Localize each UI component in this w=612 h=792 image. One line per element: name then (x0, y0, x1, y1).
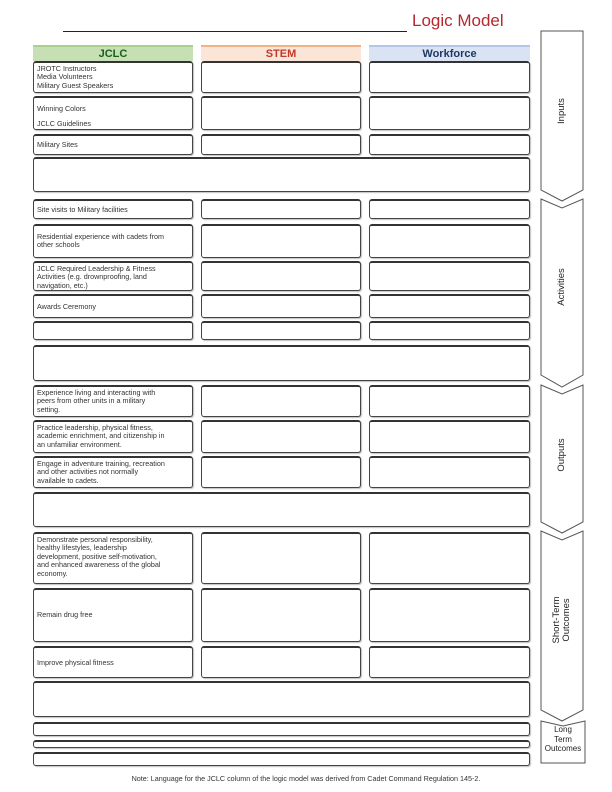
outputs-label: Outputs (556, 438, 567, 472)
cell-text: and other activities not normally (37, 467, 139, 477)
column-header-jclc (33, 45, 193, 61)
short-term-label (552, 576, 572, 664)
short-term-label-line1: Short-Term (551, 596, 562, 644)
cell-text: Military Sites (37, 140, 78, 149)
long-term-bar-1[interactable] (33, 722, 530, 736)
page-title: Logic Model (412, 11, 504, 30)
long-term-label-line2: Term (554, 734, 572, 744)
inputs-chevron (540, 30, 584, 202)
cell-text: navigation, etc.) (37, 280, 88, 290)
short-term-chevron (540, 530, 584, 722)
inputs-jclc-cell-3 (33, 134, 193, 155)
short-term-jclc-cell-2 (33, 588, 193, 642)
long-term-box (540, 720, 586, 764)
inputs-label: Inputs (556, 98, 567, 124)
cell-text: academic enrichment, and citizenship in (37, 431, 165, 441)
inputs-stem-cell-2[interactable] (201, 96, 361, 130)
activities-workforce-cell-5[interactable] (369, 321, 530, 340)
cell-text: JROTC Instructors (37, 64, 97, 73)
inputs-stem-cell-3[interactable] (201, 134, 361, 155)
column-header-jclc-label: JCLC (98, 48, 128, 60)
inputs-workforce-cell-3[interactable] (369, 134, 530, 155)
activities-stem-cell-2[interactable] (201, 224, 361, 258)
cell-text: Site visits to Military facilities (37, 205, 128, 214)
cell-text: development, positive self-motivation, (37, 551, 157, 561)
outputs-jclc-cell-2 (33, 420, 193, 453)
inputs-workforce-cell-2[interactable] (369, 96, 530, 130)
cell-text: Demonstrate personal responsibility, (37, 535, 153, 544)
long-term-bar-2[interactable] (33, 740, 530, 748)
cell-text: Remain drug free (37, 610, 93, 619)
outputs-workforce-cell-1[interactable] (369, 385, 530, 417)
activities-jclc-cell-1 (33, 199, 193, 219)
cell-text: Winning Colors (37, 104, 86, 113)
activities-chevron (540, 198, 584, 388)
inputs-jclc-cell-1 (33, 61, 193, 93)
cell-text: economy. (37, 568, 68, 578)
activities-stem-cell-5[interactable] (201, 321, 361, 340)
short-term-wide-box[interactable] (33, 681, 530, 717)
outputs-chevron (540, 384, 584, 534)
column-header-workforce (369, 45, 530, 61)
cell-text: Engage in adventure training, recreation (37, 459, 165, 468)
column-header-workforce-label: Workforce (422, 48, 477, 60)
cell-text: Experience living and interacting with (37, 388, 156, 397)
short-term-jclc-cell-3 (33, 646, 193, 678)
activities-workforce-cell-2[interactable] (369, 224, 530, 258)
outputs-stem-cell-2[interactable] (201, 420, 361, 453)
activities-stem-cell-3[interactable] (201, 261, 361, 291)
outputs-jclc-cell-3 (33, 456, 193, 488)
cell-text: available to cadets. (37, 475, 99, 485)
activities-jclc-cell-4 (33, 294, 193, 318)
cell-text: and enhanced awareness of the global (37, 560, 161, 570)
activities-jclc-cell-2 (33, 224, 193, 258)
footer-note: Note: Language for the JCLC column of the logic model was derived from Cadet Command Regulation 145-2. (131, 774, 481, 783)
long-term-label-line3: Outcomes (544, 744, 582, 753)
short-term-workforce-cell-2[interactable] (369, 588, 530, 642)
cell-text: peers from other units in a military (37, 396, 146, 406)
short-term-workforce-cell-1[interactable] (369, 532, 530, 584)
inputs-stem-cell-1[interactable] (201, 61, 361, 93)
short-term-stem-cell-1[interactable] (201, 532, 361, 584)
title-blank-line (63, 14, 407, 32)
short-term-workforce-cell-3[interactable] (369, 646, 530, 678)
long-term-bar-3[interactable] (33, 752, 530, 766)
column-header-stem (201, 45, 361, 61)
cell-text: Media Volunteers (37, 72, 93, 82)
inputs-jclc-cell-2 (33, 96, 193, 130)
activities-workforce-cell-3[interactable] (369, 261, 530, 291)
activities-jclc-cell-3 (33, 261, 193, 291)
activities-jclc-cell-5[interactable] (33, 321, 193, 340)
cell-text: Practice leadership, physical fitness, (37, 423, 153, 432)
short-term-stem-cell-3[interactable] (201, 646, 361, 678)
activities-workforce-cell-1[interactable] (369, 199, 530, 219)
activities-wide-box[interactable] (33, 345, 530, 381)
column-header-stem-label: STEM (265, 48, 297, 60)
short-term-stem-cell-2[interactable] (201, 588, 361, 642)
outputs-stem-cell-1[interactable] (201, 385, 361, 417)
outputs-wide-box[interactable] (33, 492, 530, 527)
cell-text: JCLC Guidelines (37, 119, 91, 129)
short-term-jclc-cell-1 (33, 532, 193, 584)
inputs-wide-box[interactable] (33, 157, 530, 192)
cell-text: other schools (37, 240, 80, 250)
activities-stem-cell-1[interactable] (201, 199, 361, 219)
cell-text: Improve physical fitness (37, 658, 114, 667)
cell-text: setting. (37, 404, 61, 414)
cell-text: Residential experience with cadets from (37, 232, 165, 241)
long-term-label (540, 725, 586, 754)
activities-label: Activities (556, 268, 567, 306)
short-term-label-line2: Outcomes (561, 598, 572, 642)
cell-text: healthy lifestyles, leadership (37, 543, 127, 553)
outputs-jclc-cell-1 (33, 385, 193, 417)
long-term-label-line1: Long (554, 725, 572, 734)
outputs-workforce-cell-3[interactable] (369, 456, 530, 488)
cell-text: Awards Ceremony (37, 302, 96, 311)
outputs-workforce-cell-2[interactable] (369, 420, 530, 453)
outputs-stem-cell-3[interactable] (201, 456, 361, 488)
cell-text: JCLC Required Leadership & Fitness (37, 264, 156, 273)
cell-text: an unfamiliar environment. (37, 439, 122, 449)
cell-text: Military Guest Speakers (37, 80, 114, 90)
cell-text: Activities (e.g. drownproofing, land (37, 272, 147, 282)
activities-stem-cell-4[interactable] (201, 294, 361, 318)
inputs-workforce-cell-1[interactable] (369, 61, 530, 93)
activities-workforce-cell-4[interactable] (369, 294, 530, 318)
